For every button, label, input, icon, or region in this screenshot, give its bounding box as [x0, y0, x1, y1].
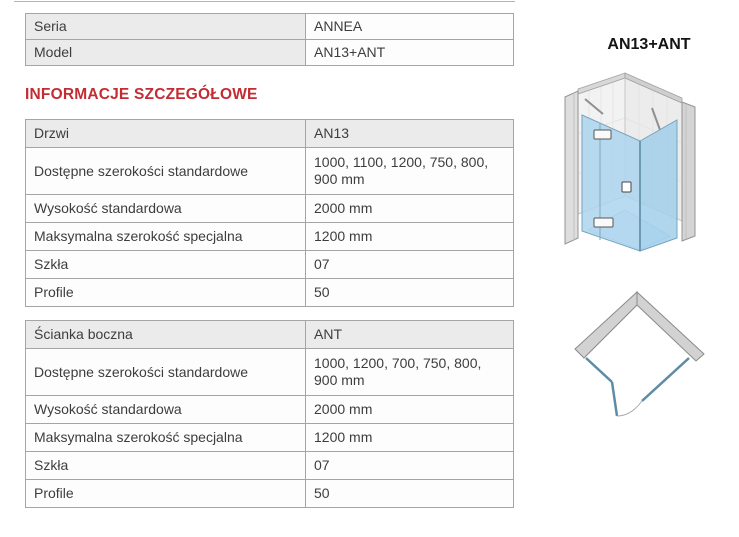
spec-label: Maksymalna szerokość specjalna: [26, 223, 306, 251]
right-wall-post: [682, 102, 695, 241]
spec-value: AN13+ANT: [306, 40, 514, 66]
table-header-value: AN13: [306, 120, 514, 148]
door-details-table: [25, 119, 514, 307]
table-row: [26, 349, 514, 396]
table-header-row: [26, 321, 514, 349]
enclosure-3d-diagram: [558, 68, 739, 268]
table-row: [26, 279, 514, 307]
spec-value: 07: [306, 251, 514, 279]
table-row: [26, 480, 514, 508]
plan-open-door: [612, 382, 617, 416]
model-title: AN13+ANT: [607, 36, 691, 53]
spec-value: 50: [306, 480, 514, 508]
table-row: [26, 223, 514, 251]
spec-value: ANNEA: [306, 14, 514, 40]
spec-value: 1000, 1100, 1200, 750, 800, 900 mm: [306, 148, 514, 195]
table-header-value: ANT: [306, 321, 514, 349]
side-panel-details-table: [25, 320, 514, 508]
side-glass-panel: [640, 120, 677, 251]
table-row: [26, 396, 514, 424]
spec-label: Szkła: [26, 251, 306, 279]
left-wall-post: [565, 91, 578, 244]
table-header-label: Drzwi: [26, 120, 306, 148]
spec-label: Wysokość standardowa: [26, 195, 306, 223]
spec-label: Dostępne szerokości standardowe: [26, 148, 306, 195]
door-swing-arc: [617, 401, 642, 416]
table-row: [26, 452, 514, 480]
plan-fixed-glass: [586, 358, 612, 382]
spec-label: Maksymalna szerokość specjalna: [26, 424, 306, 452]
spec-value: 07: [306, 452, 514, 480]
spec-value: 1000, 1200, 700, 750, 800, 900 mm: [306, 349, 514, 396]
plan-left-wall: [575, 292, 637, 358]
table-row: [26, 424, 514, 452]
spec-value: 1200 mm: [306, 223, 514, 251]
table-header-row: [26, 120, 514, 148]
spec-value: 2000 mm: [306, 195, 514, 223]
spec-label: Profile: [26, 480, 306, 508]
table-row: [26, 148, 514, 195]
spec-label: Dostępne szerokości standardowe: [26, 349, 306, 396]
table-row: [26, 40, 514, 66]
table-row: [26, 14, 514, 40]
cropped-element-divider: [14, 1, 515, 2]
plan-side-glass: [642, 358, 689, 401]
table-row: [26, 251, 514, 279]
spec-label: Profile: [26, 279, 306, 307]
product-summary-table: [25, 13, 514, 66]
table-row: [26, 195, 514, 223]
top-hinge: [594, 130, 611, 139]
spec-value: 1200 mm: [306, 424, 514, 452]
spec-label: Seria: [26, 14, 306, 40]
spec-label: Szkła: [26, 452, 306, 480]
bottom-hinge: [594, 218, 613, 227]
door-handle: [622, 182, 631, 192]
spec-label: Wysokość standardowa: [26, 396, 306, 424]
table-header-label: Ścianka boczna: [26, 321, 306, 349]
section-heading: INFORMACJE SZCZEGÓŁOWE: [25, 86, 258, 103]
spec-label: Model: [26, 40, 306, 66]
enclosure-plan-diagram: [565, 278, 735, 426]
plan-right-wall: [637, 292, 704, 361]
spec-value: 50: [306, 279, 514, 307]
spec-value: 2000 mm: [306, 396, 514, 424]
